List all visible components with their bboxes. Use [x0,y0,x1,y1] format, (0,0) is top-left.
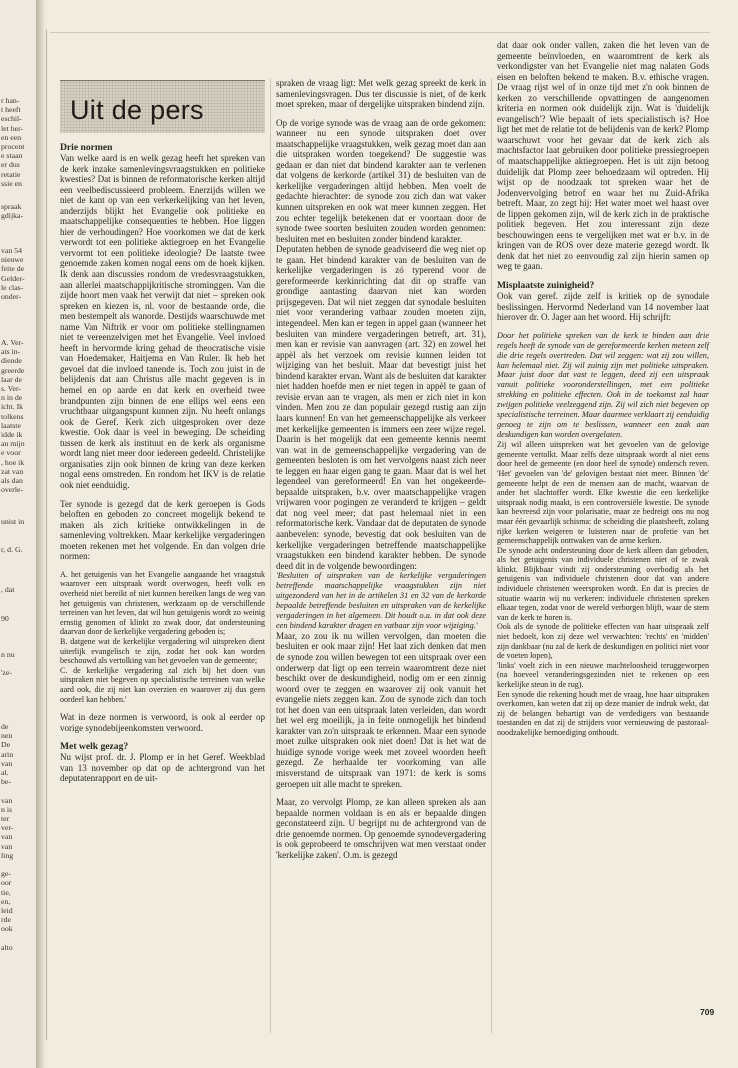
paragraph: Wat in deze normen is verwoord, is ook al eerder op vorige synodebijeenkomsten verwoord. [60,712,265,733]
previous-page-fragment: 90 [1,614,9,623]
previous-page-fragment: r han- t heeft eschil- let her- en een procent e staan er dus retatie ssie en [1,96,25,188]
previous-page-edge [0,0,39,1068]
paragraph: Maar, zo vervolgt Plomp, ze kan alleen spreken als aan bepaalde normen voldaan is en als er bepaalde dingen geconstateerd zijn. U begrijpt nu de achtergrond van de drie genoemde normen. Op genoemde synodevergadering is ook geprobeerd te omschrijven wat men verstaat onder 'kerkelijke zaken'. O.m. is gezegd [276,797,486,860]
previous-page-fragment: , dat [1,585,15,594]
previous-page-fragment: spraak gdijka- [1,202,24,221]
previous-page-fragment: 'ze- [1,668,12,677]
subheading-met-welk-gezag: Met welk gezag? [60,741,129,753]
subheading-drie-normen: Drie normen [60,142,113,153]
synod-quote: 'Besluiten of uitspraken van de kerkelijke vergaderingen betreffende maatschappelijke vraagstukken zijn niet uitgezonderd van het in de artikelen 31 en 32 van de kerkorde bepaalde betreffende besluiten en uitspraken van de kerkelijke vergaderingen in het algemeen. Dit houdt o.a. in dat ook deze een bindend karakter dragen en vatbaar zijn voor wijziging.' [276,571,486,630]
article-column-2 [276,78,486,860]
subheading-misplaatste-zuinigheid: Misplaatste zuinigheid? [497,280,595,292]
article-column-1 [60,142,265,784]
paragraph: De synode acht ondersteuning door de kerk alleen dan geboden, als het getuigenis van individuele christenen niet of te zwak klinkt. Blijkbaar vindt zij ondersteuning overbodig als het getuigenis van individuele christenen door dat van andere individuele christenen weersproken wordt. En dat is precies de situatie waarin wij nu verkeren: individuele christenen spreken elkaar tegen, zodat voor de wereld verborgen blijft, waar de stem van de kerk te horen is. [497,545,709,622]
paragraph: Ter synode is gezegd dat de kerk geroepen is Gods beloften en geboden zo concreet mogelijk bekend te maken als zich kritieke ontwikkelingen in de samenleving voltrekken. Maar kerkelijke vergaderingen moeten rekenen met het volgende. En dan volgen drie normen: [60,498,265,562]
column-divider [491,78,492,1033]
norm-a: A. het getuigenis van het Evangelie aangaande het vraagstuk waarover een uitspraak wordt overwogen, heeft volk en overheid niet bereikt of niet kunnen bereiken langs de weg van het getuigenis van christenen, werkzaam op de verschillende terreinen van het leven, dat wil hun getuigenis wordt zo weinig ernstig genomen of klinkt zo zwak door, dat ondersteuning daarvan door de kerkelijke vergadering geboden is; [60,569,265,637]
paragraph: 'links' voelt zich in een nieuwe machteloosheid teruggeworpen (na hoeveel veranderingsgezinden niet te rekenen op een kerkelijke steun in de rug). [497,660,709,689]
previous-page-fragment: van 54 nieuwe feite de Gelder- le clas- onder- [1,246,25,302]
paragraph: Ook als de synode de politieke effecten van haar uitspraak zelf niet bedoelt, kon zij deze wel verwachten: 'rechts' en 'midden' zijn dankbaar (nu zal de kerk de deskundigen en politici niet voor de voeten lopen), [497,622,709,661]
previous-page-fragment: A. Ver- ats in- diende greerde laar de s. Ver- n in de icht. Ik tolkens laatste idde ik an mijn e voor , hoe ik zat van als dan overle- [1,338,25,495]
paragraph: Een synode die rekening houdt met de vraag, hoe haar uitspraken overkomen, kan weten dat zij op deze manier de indruk wekt, dat zij de belangen behartigt van de verdedigers van bestaande toestanden en dat zij de strijders voor vernieuwing de pastoraal-noodzakelijke bemoediging onthoudt. [497,689,709,737]
paragraph: Ook van geref. zijde zelf is kritiek op de synodale beslissingen. Hervormd Nederland van 14 november laat hierover dr. O. Jager aan het woord. Hij schrijft: [497,291,709,323]
previous-page-fragment: n nu [1,650,15,659]
paragraph: spraken de vraag ligt: Met welk gezag spreekt de kerk in samenlevingsvragen. Dus ter discussie is niet, of de kerk moet spreken, maar of dergelijke uitspraken bindend zijn. [276,78,486,110]
top-rule [50,32,710,33]
paragraph: dat daar ook onder vallen, zaken die het leven van de gemeente beïnvloeden, en waaromtrent de kerk als verkondigster van het Evangelie niet mag nalaten Gods eisen en beloften bekend te maken. B.v. ethische vragen. De vraag rijst wel of in onze tijd met z'n ook binnen de kerken zo verschillende opvattingen de aangenomen kriteria en normen ook duidelijk zijn. Wat is 'duidelijk evangelisch'? Wie bepaalt of iets specialistisch is? Hoe ligt het met de relatie tot de belijdenis van de kerk? Plomp waarschuwt voor het gevaar dat de kerk zich als machtsfactor laat gebruiken door politieke pressiegroepen of maatschappelijke aktiegroepen. Het is uit zijn betoog duidelijk dat Plomp zeer behoedzaam wil optreden. Hij wijst op de noodzaak tot spreken waar het de Jodenvervolging betrof en waar het nu Zuid-Afrika betreft. Maar, zo zegt hij: Het water moet wel haast over de lippen gekomen zijn, wil de kerk zich in de praktische politiek begeven. Het zou interessant zijn deze beschouwingen eens te vergelijken met wat er b.v. in de kringen van de ROS over deze materie gezegd wordt. Ik denk dat het niet zo eenvoudig zal zijn hierin samen op weg te gaan. [497,40,709,272]
norm-b: B. datgene wat de kerkelijke vergadering wil uitspreken dient uiterlijk evangelisch te zijn, zodat het ook kan worden beschouwd als vertolking van het gevoelen van de gemeente; [60,636,265,666]
jager-quote: Door het politieke spreken van de kerk te binden aan drie regels heeft de synode van de gereformeerde kerken meteen zelf die drie regels overtreden. Dat wil zeggen: wat zij zou willen, kan helemaal niet. Zij wil zuinig zijn met politieke uitspraken. Maar juist door dat vast te leggen, deed zij een uitspraak vanuit politieke vooronderstellingen, met een politieke strekking en politieke effecten. Ook in de toekomst zal haar zwijgen politieke veelzeggend zijn. Zij wil zich niet begeven op specialistische terreinen. Maar daarmee verklaart zij eenduidig genoeg te zijn om te beslissen, wanneer een zaak aan deskundigen kan worden overgelaten. [497,330,709,440]
article-column-3 [497,40,709,738]
previous-page-fragment: r, d. G. [1,545,23,554]
previous-page-fragment: de nen De arin van al. be- van n is ter ver- van van ling ge- oor tie, en, leid rde ook alto [1,722,14,952]
paragraph: Nu wijst prof. dr. J. Plomp er in het Geref. Weekblad van 13 november op dat op de achtergrond van het deputatenrapport en de uit- [60,752,265,784]
page-number: 709 [700,1007,715,1017]
paragraph: Van welke aard is en welk gezag heeft het spreken van de kerk inzake samenlevingsvraagstukken en politieke kwesties? Dat is binnen de reformatorische kerken altijd een veelbediscussieerd probleem. Enerzijds willen we niet de kant op van een verkerkelijking van het leven, anderzijds blijkt het Evangelie ook politieke en maatschappelijke consequenties te hebben. Hoe liggen hier de verhoudingen? Hoe voorkomen we dat de kerk verwordt tot een politieke aktiegroep en het Evangelie vervormt tot een politieke ideologie? De laatste twee genoemde zaken komen nogal eens om de hoek kijken. Ik denk aan discussies rondom de vredesvraagstukken, aan allerlei maatschappijkritische strominggen. Van die zijde hoort men vaak het verwijt dat niet – spreken ook spreken en kiezen is, nl. voor de bestaande orde, die men bestempelt als wanorde. Destijds waarschuwde met name Van Niftrik er voor om politieke stellingnamen niet te vereenzelvigen met het Evangelie. Veel invloed heeft in hervormde kring gehad de theocratische visie van Hoedemaker, Haitjema en Van Ruler. Ik heb het gevoel dat die invloed tanende is. Toch zou juist in de belijdenis dat aan Christus alle macht gegeven is in hemel en op aarde en dat kerk en overheid twee brandpunten zijn binnen de ene ellips wel eens een vruchtbaar uitgangspunt kunnen zijn. Nu heeft onlangs ook de Geref. Kerk zich uitgesproken over deze kwestie. Ook daar is veel in beweging. De scheiding tussen de kerk als instituut en de kerk als organisme wordt lang niet meer door iedereen gedeeld. Christelijke organisaties zijn ook binnen de kring van deze kerken nogal eens omstreden. En rondom het IKV is de relatie ook niet eenduidig. [60,153,265,490]
paragraph: Zij wil alleen uitspreken wat het gevoelen van de gelovige gemeente vertolkt. Maar zelfs deze uitspraak wordt al niet eens door heel de gemeente (en door heel de synode) ondersch reven. 'Het' gevoelen van 'de' gelovigen bestaat niet meer. Binnen 'de' gemeente helpt de een de mensen aan de macht, waarvan de ander het slachtoffer wordt. Elke kwestie die een kerkelijke uitspraak nodig maakt, is een controversiële kwestie. De synode kan bevreesd zijn voor polarisatie, maar ze bedreigt ons nu nog maar één gevaarlijk schisma: de scheiding die plaatsheeft, zolang rijke kerken weigeren te luisteren naar de profetie van het gemeenschappelijk onttwaken van de arme kerken. [497,440,709,546]
paragraph: Deputaten hebben de synode geadviseerd die weg niet op te gaan. Het bindend karakter van de besluiten van de kerkelijke vergaderingen is zó typerend voor de gereformeerde kerkinrichting dat dit op straffe van grondige aantasting daarvan niet kan worden prijsgegeven. Dat wil niet zeggen dat synodale besluiten niet voor verandering vatbaar zouden moeten zijn, integendeel. Men kan er tegen in appel gaan (wanneer het besluiten van mindere vergaderingen betreft, art. 31), men kan er revisie van aanvragen (art. 32) en zowel het appèl als het verzoek om revisie kunnen leiden tot wijziging van het besluit. Maar dat bevestigt juist het bindend karakter ervan. Want als de besluiten dat karakter niet hadden hoefde men er niet tegen in appèl te gaan of revisie ervan aan te vragen, als men er zich niet in kon vinden. Men zou ze dan populair gezegd rustig aan zijn laars kunnen! En van het gemeenschappelijke als verkeer met kerkelijke gemeenten is immers een zeer wijze regel. Daarin is het mogelijk dat een gemeente kennis neemt van wat in de gemeenschappelijke vergadering van de gemeenten besloten is om het vervolgens naast zich neer te leggen en haar eigen gang te gaan. Maar dat is wel het legendeel van gereformeerd! En van het ongekeerde-bepaalde uitspraken, b.v. over maatschappelijke vragen vrijwaren voor pogingen ze veranderd te krijgen – geldt dat nog veel meer; dat past helemaal niet in een reformatorische kerk. Vandaar dat de deputaten de synode aanbevelen: synode, bevestig dat ook besluiten van de kerkelijke vergaderingen betreffende maatschappelijke vraagstukken een bindend karakter hebben. De synode deed dit in de volgende bewoordingen: [276,244,486,571]
previous-page-fragment: unist in [1,517,25,526]
column-divider [270,78,271,1033]
norm-c: C. de kerkelijke vergadering zal zich bij het doen van uitspraken niet begeven op specialistische terreinen van welke aard ook, die zij niet kan overzien en waarover zij dus geen oordeel kan hebben.' [60,665,265,704]
column-banner [60,80,265,133]
paragraph: Maar, zo zou ik nu willen vervolgen, dan moeten die besluiten er ook maar zijn! Het laat zich denken dat men de synode zou willen bewegen tot een uitspraak over een onderwerp dat ligt op een terrein waaromtrent deze niet beschikt over de deskundigheid, nodig om er een zinnig woord over te zeggen en waarover zij ook vanuit het evangelie niets zeggen kan. Zou de synode zich dan toch tot het doen van een uitspraak laten verleiden, dan wordt het wel erg moeilijk, ja in feite onmogelijk het bindend karakter van zo'n uitspraak te erkennen. Maar een synode moet zulke uitspraken ook niet doen! Dat is het wat de huidige synode vorige week met zoveel woorden heeft gezegd. Ze herhaalde ter voorkoming van alle misverstand de uitspraak van 1971: de kerk is soms geroepen uit alle macht te spreken. [276,630,486,789]
paragraph: Op de vorige synode was de vraag aan de orde gekomen: wanneer nu een synode uitspraken doet over maatschappelijke vraagstukken, welk gezag moet dan aan die uitspraken worden toegekend? De suggestie was gedaan er dan niet dat bindend karakter aan te verlenen dat volgens de kerkorde (artikel 31) de besluiten van de kerkelijke vergaderingen altijd hebben. Men voelt de gedachte hierachter: de synode zou zich dan wat vaker kunnen uitspreken en ook wat meer kunnen zeggen. Het zou echter tegelijk betekenen dat er voortaan door de synode twee soorten besluiten zouden worden genomen: besluiten met en besluiten zonder bindend karakter. [276,117,486,244]
column-title: Uit de pers [70,95,204,125]
page-margin-rule [46,30,47,1040]
